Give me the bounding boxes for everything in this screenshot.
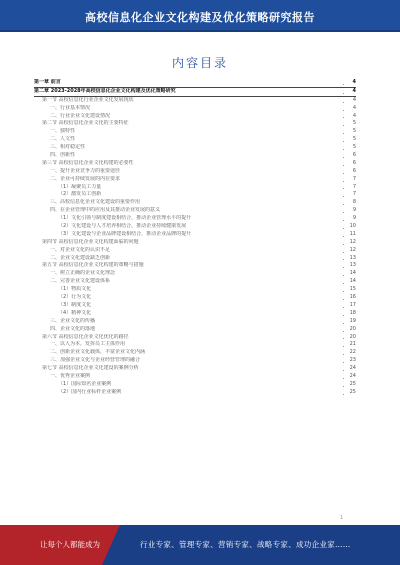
toc-entry-label: 二、企业可持续发展的内在要求 xyxy=(50,175,121,182)
toc-entry-page: 6 xyxy=(344,160,356,168)
toc-entry-page: 12 xyxy=(344,239,356,247)
toc-entry[interactable] xyxy=(34,349,356,357)
toc-entry[interactable] xyxy=(34,357,356,365)
toc-entry-page: 5 xyxy=(344,136,356,144)
toc-entry-page: 5 xyxy=(344,120,356,128)
toc-entry-page: 20 xyxy=(344,326,356,334)
toc-entry[interactable] xyxy=(34,184,356,192)
toc-entry-label: 一、树立正确的企业文化理念 xyxy=(50,270,116,277)
toc-entry-page: 9 xyxy=(344,207,356,215)
toc-entry-page: 8 xyxy=(344,199,356,207)
toc-entry-page: 12 xyxy=(344,247,356,255)
toc-entry-label: （2）行为文化 xyxy=(58,294,92,301)
toc-entry-label: 四、在企业管理中的应用及其推动企业发展的意义 xyxy=(50,207,161,214)
toc-entry[interactable] xyxy=(34,262,356,270)
toc-entry[interactable] xyxy=(34,239,356,247)
toc-entry-label: 第一章 前言 xyxy=(34,79,61,85)
toc-entry[interactable] xyxy=(34,136,356,144)
toc-entry-page: 13 xyxy=(344,255,356,263)
toc-entry-page: 6 xyxy=(344,168,356,176)
toc-entry[interactable] xyxy=(34,310,356,318)
toc-entry-label: 一、优秀企业案例 xyxy=(50,372,91,379)
toc-entry-page: 14 xyxy=(344,278,356,286)
toc-entry-page: 25 xyxy=(344,389,356,397)
toc-entry-label: 一、行业基本情况 xyxy=(50,104,91,111)
toc-entry[interactable] xyxy=(34,223,356,231)
toc-entry-label: 一、对企业文化的认识不足 xyxy=(50,246,111,253)
toc-entry[interactable] xyxy=(34,144,356,152)
toc-entry[interactable] xyxy=(34,113,356,121)
toc-entry-page: 21 xyxy=(344,341,356,349)
footer-slogan-left: 让每个人都能成为 xyxy=(40,540,100,549)
toc-entry[interactable] xyxy=(34,326,356,334)
toc-entry-page: 18 xyxy=(344,310,356,318)
toc-entry-page: 24 xyxy=(344,373,356,381)
toc-entry-page: 16 xyxy=(344,294,356,302)
toc-entry[interactable] xyxy=(34,168,356,176)
toc-entry-page: 4 xyxy=(344,79,356,87)
toc-entry-page: 19 xyxy=(344,318,356,326)
toc-entry-label: 三、企业文化的传播 xyxy=(50,317,96,324)
toc-entry-label: 二、行业企业文化建设情况 xyxy=(50,112,111,119)
page-number: 1 xyxy=(340,515,344,521)
toc-entry[interactable] xyxy=(34,334,356,342)
toc-entry-label: （2）文化建设与人才培养相结合，推动企业持续健康发展 xyxy=(58,223,187,230)
report-title: 高校信息化企业文化构建及优化策略研究报告 xyxy=(85,11,315,24)
toc-entry-page: 22 xyxy=(344,349,356,357)
toc-entry-page: 20 xyxy=(344,334,356,342)
toc-entry[interactable] xyxy=(34,160,356,168)
toc-entry-label: 第四节 高校信息化企业文化构建面临的问题 xyxy=(42,238,139,245)
toc-entry-page: 6 xyxy=(344,152,356,160)
toc-entry-page: 4 xyxy=(344,97,356,105)
toc-entry[interactable] xyxy=(34,389,356,397)
toc-entry-page: 15 xyxy=(344,286,356,294)
toc-entry-page: 5 xyxy=(344,144,356,152)
toc-entry-label: （3）制度文化 xyxy=(58,301,92,308)
toc-entry-label: 四、创新性 xyxy=(50,152,76,159)
toc-entry[interactable] xyxy=(34,88,356,97)
toc-entry-label: （1）凝聚员工力量 xyxy=(58,183,102,190)
toc-entry-label: 二、人文性 xyxy=(50,136,76,143)
toc-entry-page: 23 xyxy=(344,357,356,365)
toc-entry-label: 二、企业文化建设缺乏创新 xyxy=(50,254,111,261)
toc-entry-page: 5 xyxy=(344,128,356,136)
toc-entry-label: 第二节 高校信息化企业文化的主要特征 xyxy=(42,120,129,127)
toc-entry[interactable] xyxy=(34,152,356,160)
toc-entry[interactable] xyxy=(34,270,356,278)
toc-entry-label: 三、相对稳定性 xyxy=(50,144,86,151)
toc-entry[interactable] xyxy=(34,341,356,349)
toc-entry[interactable] xyxy=(34,207,356,215)
toc-entry-label: （2）国内行业标杆企业案例 xyxy=(58,388,122,395)
toc-entry-label: 第二章 2023-2028年高校信息化企业文化构建及优化策略研究 xyxy=(34,87,176,94)
toc-entry-label: （1）物质文化 xyxy=(58,286,92,293)
toc-entry-page: 4 xyxy=(344,88,356,96)
toc-entry-label: 第三节 高校信息化企业文化构建的必要性 xyxy=(42,159,134,166)
toc-entry-label: 第五节 高校信息化企业文化构建的策略与措施 xyxy=(42,262,144,269)
footer-banner xyxy=(0,525,400,565)
toc-entry-page: 11 xyxy=(344,231,356,239)
toc-entry[interactable] xyxy=(34,247,356,255)
toc-entry-page: 7 xyxy=(344,184,356,192)
toc-entry-label: 一、以人为本，发挥员工主体作用 xyxy=(50,341,126,348)
toc-entry[interactable] xyxy=(34,191,356,199)
toc-entry[interactable] xyxy=(34,365,356,373)
toc-entry-label: 二、创新企业文化载体，丰富企业文化内涵 xyxy=(50,349,146,356)
footer-slogan-right: 行业专家、管理专家、营销专家、战略专家、成功企业家…… xyxy=(140,540,351,549)
toc-entry[interactable] xyxy=(34,278,356,286)
toc-entry[interactable] xyxy=(34,302,356,310)
toc-entry[interactable] xyxy=(34,231,356,239)
toc-entry[interactable] xyxy=(34,286,356,294)
toc-entry[interactable] xyxy=(34,199,356,207)
toc-entry-label: 第一节 高校信息化行业企业文化发展现状 xyxy=(42,96,134,103)
toc-entry-label: （3）文化建设与企业品牌建设相结合，推动企业品牌的提升 xyxy=(58,230,192,237)
toc-entry-page: 14 xyxy=(344,270,356,278)
toc-entry[interactable] xyxy=(34,318,356,326)
toc-entry[interactable] xyxy=(34,105,356,113)
toc-entry-label: 三、高校信息化企业文化建设的重要作用 xyxy=(50,199,141,206)
toc-entry-label: 二、完善企业文化建设体系 xyxy=(50,278,111,285)
toc-entry[interactable] xyxy=(34,128,356,136)
toc-entry-label: 三、加强企业文化与企业经营管理的融合 xyxy=(50,357,141,364)
toc-entry-label: （2）激发员工创新 xyxy=(58,191,102,198)
toc-entry-page: 25 xyxy=(344,381,356,389)
toc-entry-page: 13 xyxy=(344,262,356,270)
toc-entry-page: 9 xyxy=(344,215,356,223)
toc-entry-label: 四、企业文化的落地 xyxy=(50,325,96,332)
toc-entry-label: （1）国际知名企业案例 xyxy=(58,380,112,387)
toc-entry-page: 7 xyxy=(344,191,356,199)
toc-entry[interactable] xyxy=(34,255,356,263)
table-of-contents xyxy=(34,79,356,397)
toc-entry[interactable] xyxy=(34,381,356,389)
toc-heading: 内容目录 xyxy=(171,56,228,70)
toc-entry-page: 17 xyxy=(344,302,356,310)
toc-entry-label: （4）精神文化 xyxy=(58,309,92,316)
toc-entry-page: 4 xyxy=(344,105,356,113)
toc-entry-page: 4 xyxy=(344,113,356,121)
toc-entry[interactable] xyxy=(34,176,356,184)
header-divider xyxy=(0,30,400,32)
toc-entry-label: 第七节 高校信息化企业文化建设的案例分析 xyxy=(42,365,139,372)
toc-entry[interactable] xyxy=(34,215,356,223)
toc-entry-label: 一、独特性 xyxy=(50,128,76,135)
toc-entry[interactable] xyxy=(34,79,356,88)
toc-entry[interactable] xyxy=(34,120,356,128)
toc-entry[interactable] xyxy=(34,97,356,105)
toc-entry-page: 24 xyxy=(344,365,356,373)
toc-entry[interactable] xyxy=(34,373,356,381)
toc-entry-page: 10 xyxy=(344,223,356,231)
toc-entry-page: 7 xyxy=(344,176,356,184)
toc-entry[interactable] xyxy=(34,294,356,302)
report-header xyxy=(0,0,400,32)
toc-entry-label: 第六节 高校信息化企业文化优化的路径 xyxy=(42,333,129,340)
toc-entry-label: 一、提升企业竞争力的重要途径 xyxy=(50,167,121,174)
toc-entry-label: （1）文化引领与制度建设相结合，推动企业管理水平的提升 xyxy=(58,215,192,222)
